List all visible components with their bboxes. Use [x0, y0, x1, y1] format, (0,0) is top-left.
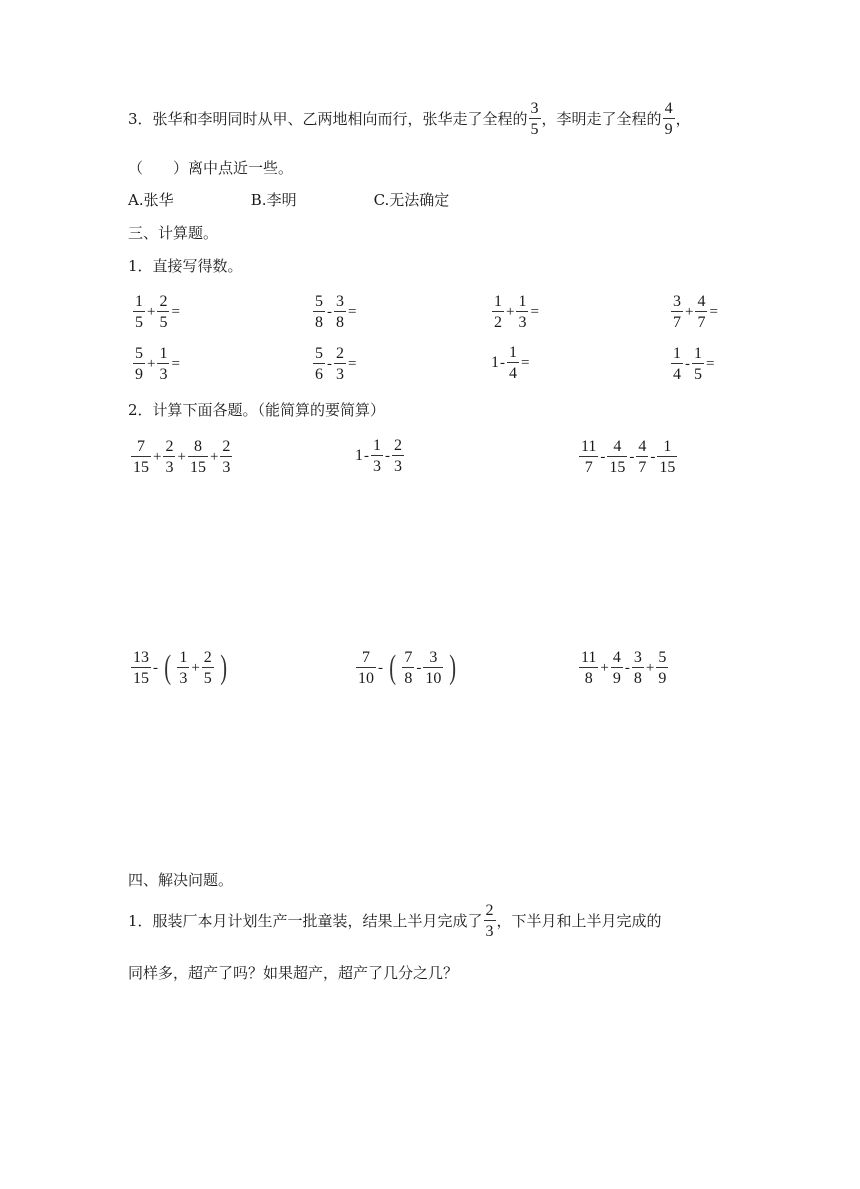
- operator: +: [685, 303, 694, 320]
- fraction: [133, 345, 145, 383]
- denominator: 3: [165, 459, 174, 476]
- fraction: [657, 438, 677, 476]
- direct-answer-item: [670, 344, 715, 383]
- fraction: [579, 649, 598, 687]
- math-expression: [578, 649, 669, 687]
- calculation-item: [578, 648, 669, 687]
- denominator: 3: [518, 314, 527, 331]
- denominator: 5: [159, 314, 168, 331]
- math-expression: [312, 345, 357, 383]
- numerator: 2: [336, 345, 344, 362]
- option-c: C.无法确定: [373, 191, 450, 209]
- operator: +: [191, 659, 200, 676]
- numerator: 4: [638, 438, 647, 455]
- math-expression: [670, 345, 715, 383]
- denominator: 4: [673, 366, 681, 383]
- calculation-item: [578, 437, 678, 476]
- numerator: 7: [362, 649, 370, 666]
- direct-answer-item: [132, 344, 181, 383]
- numerator: 1: [518, 293, 527, 310]
- numerator: 1: [179, 649, 188, 666]
- fraction: [131, 649, 151, 687]
- numerator: 1: [494, 293, 502, 310]
- denominator: 15: [609, 459, 626, 476]
- whole-number: 1: [491, 354, 499, 371]
- parenthesis: (: [389, 649, 397, 686]
- fraction: [356, 649, 376, 687]
- calculation-item: [130, 648, 232, 687]
- fraction: [188, 438, 208, 476]
- problem-1-line-1: [128, 902, 662, 940]
- fraction: [636, 438, 648, 476]
- math-expression: [491, 293, 540, 331]
- math-expression: [312, 293, 357, 331]
- fraction: [579, 438, 598, 476]
- operator: -: [327, 355, 332, 372]
- denominator: 15: [133, 670, 149, 687]
- fraction: [656, 649, 668, 687]
- fraction: [220, 438, 232, 476]
- math-expression: [355, 437, 405, 475]
- numerator: 2: [203, 649, 212, 666]
- operator: =: [706, 355, 715, 372]
- fraction: [157, 345, 169, 383]
- operator: +: [147, 303, 156, 320]
- fraction: [607, 438, 627, 476]
- denominator: 9: [664, 121, 673, 138]
- numerator: 4: [612, 649, 621, 666]
- numerator: 5: [315, 345, 323, 362]
- operator: =: [171, 355, 180, 372]
- question-3-options: [128, 190, 449, 210]
- fraction: [671, 345, 683, 383]
- numerator: 8: [193, 438, 202, 455]
- numerator: 5: [315, 293, 323, 310]
- operator: -: [650, 448, 656, 465]
- operator: =: [348, 355, 357, 372]
- math-expression: [578, 438, 678, 476]
- numerator: 13: [133, 649, 149, 666]
- denominator: 3: [394, 458, 402, 475]
- problem-1-text-suffix: ，下半月和上半月完成的: [496, 912, 662, 930]
- denominator: 7: [697, 314, 706, 331]
- fraction: [157, 293, 169, 331]
- operator: -: [153, 659, 158, 676]
- denominator: 6: [315, 366, 323, 383]
- math-expression: [491, 344, 530, 382]
- fraction: [334, 345, 346, 383]
- numerator: 1: [159, 345, 168, 362]
- operator: -: [327, 303, 332, 320]
- denominator: 2: [494, 314, 502, 331]
- question-3-line-2: （ ）离中点近一些。: [128, 159, 294, 177]
- fraction: [313, 345, 325, 383]
- numerator: 7: [404, 649, 413, 666]
- denominator: 10: [358, 670, 374, 687]
- fraction: [371, 437, 383, 475]
- calculation-item: [355, 437, 405, 475]
- calculation-item: [130, 437, 233, 476]
- numerator: 4: [613, 438, 622, 455]
- operator: +: [209, 448, 219, 465]
- direct-answer-item: [491, 344, 530, 382]
- operator: -: [416, 659, 422, 676]
- denominator: 5: [135, 314, 143, 331]
- operator: =: [348, 303, 357, 320]
- numerator: 2: [485, 902, 494, 919]
- math-expression: [670, 293, 719, 331]
- numerator: 4: [697, 293, 706, 310]
- question-3-text-prefix: 3．张华和李明同时从甲、乙两地相向而行，张华走了全程的: [128, 110, 528, 128]
- numerator: 1: [135, 293, 143, 310]
- fraction: [632, 649, 644, 687]
- numerator: 3: [336, 293, 344, 310]
- operator: =: [171, 303, 180, 320]
- operator: =: [530, 303, 539, 320]
- denominator: 5: [694, 366, 702, 383]
- numerator: 3: [673, 293, 681, 310]
- direct-answer-item: [491, 292, 540, 331]
- numerator: 7: [137, 438, 145, 455]
- fraction: [313, 293, 325, 331]
- denominator: 3: [485, 923, 494, 940]
- denominator: 3: [336, 366, 344, 383]
- numerator: 1: [663, 438, 672, 455]
- option-b: B.李明: [250, 191, 297, 209]
- numerator: 2: [394, 437, 402, 454]
- fraction: [163, 438, 175, 476]
- fraction: [484, 902, 496, 940]
- fraction: [611, 649, 623, 687]
- numerator: 1: [373, 437, 381, 454]
- math-expression: [130, 438, 233, 476]
- denominator: 3: [222, 459, 231, 476]
- fraction: [671, 293, 683, 331]
- numerator: 2: [222, 438, 231, 455]
- numerator: 2: [165, 438, 174, 455]
- denominator: 3: [179, 670, 188, 687]
- fraction: [695, 293, 707, 331]
- section-4-title: 四、解决问题。: [128, 871, 234, 889]
- operator: -: [378, 659, 383, 676]
- numerator: 11: [581, 649, 597, 666]
- operator: +: [153, 448, 162, 465]
- fraction: [423, 649, 443, 687]
- denominator: 15: [659, 459, 676, 476]
- part-1-title: 1．直接写得数。: [128, 257, 243, 275]
- operator: +: [147, 355, 156, 372]
- denominator: 8: [633, 670, 642, 687]
- denominator: 9: [658, 670, 667, 687]
- numerator: 3: [530, 100, 539, 117]
- numerator: 3: [429, 649, 438, 666]
- denominator: 8: [404, 670, 413, 687]
- denominator: 7: [673, 314, 681, 331]
- fraction: [516, 293, 528, 331]
- denominator: 9: [612, 670, 621, 687]
- fraction: [202, 649, 214, 687]
- math-expression: [355, 649, 462, 687]
- fraction: [402, 649, 414, 687]
- numerator: 1: [694, 345, 702, 362]
- fraction: [392, 437, 404, 475]
- denominator: 8: [315, 314, 323, 331]
- operator: +: [645, 659, 655, 676]
- denominator: 3: [159, 366, 168, 383]
- fraction: [663, 100, 675, 138]
- operator: -: [685, 355, 690, 372]
- direct-answer-item: [312, 344, 357, 383]
- section-3-title: 三、计算题。: [128, 224, 219, 242]
- direct-answer-item: [132, 292, 181, 331]
- question-3-text-middle: ，李明走了全程的: [541, 110, 662, 128]
- whole-number: 1: [355, 447, 363, 464]
- operator: -: [364, 447, 369, 464]
- denominator: 3: [373, 458, 381, 475]
- denominator: 8: [584, 670, 593, 687]
- numerator: 5: [135, 345, 143, 362]
- part-2-title: 2．计算下面各题。（能简算的要简算）: [128, 401, 386, 419]
- denominator: 5: [530, 121, 539, 138]
- operator: -: [500, 354, 505, 371]
- denominator: 4: [509, 365, 517, 382]
- denominator: 5: [203, 670, 212, 687]
- denominator: 15: [189, 459, 206, 476]
- fraction: [177, 649, 189, 687]
- fraction: [131, 438, 151, 476]
- numerator: 4: [664, 100, 673, 117]
- fraction: [529, 100, 541, 138]
- denominator: 15: [133, 459, 149, 476]
- problem-1-text-prefix: 1．服装厂本月计划生产一批童装，结果上半月完成了: [128, 912, 483, 930]
- numerator: 2: [159, 293, 168, 310]
- math-expression: [132, 345, 181, 383]
- denominator: 7: [584, 459, 593, 476]
- fraction: [492, 293, 504, 331]
- parenthesis: ): [449, 649, 457, 686]
- parenthesis: (: [164, 649, 172, 686]
- operator: +: [177, 448, 186, 465]
- numerator: 1: [673, 345, 681, 362]
- fraction: [334, 293, 346, 331]
- numerator: 11: [581, 438, 597, 455]
- math-expression: [132, 293, 181, 331]
- option-a: A.张华: [128, 191, 174, 209]
- math-expression: [130, 649, 232, 687]
- direct-answer-item: [312, 292, 357, 331]
- denominator: 8: [336, 314, 344, 331]
- question-3-line-1: [128, 100, 691, 138]
- operator: -: [624, 659, 630, 676]
- denominator: 9: [135, 366, 143, 383]
- fraction: [692, 345, 704, 383]
- operator: -: [385, 447, 390, 464]
- parenthesis: ): [220, 649, 227, 686]
- operator: =: [709, 303, 718, 320]
- denominator: 10: [425, 670, 442, 687]
- denominator: 7: [638, 459, 647, 476]
- numerator: 3: [633, 649, 642, 666]
- problem-1-line-2: 同样多，超产了吗？如果超产，超产了几分之几？: [128, 964, 459, 982]
- direct-answer-item: [670, 292, 719, 331]
- question-3-text-suffix: ，: [675, 110, 691, 128]
- operator: +: [506, 303, 515, 320]
- operator: +: [600, 659, 609, 676]
- numerator: 5: [658, 649, 667, 666]
- calculation-item: [355, 648, 462, 687]
- operator: =: [521, 354, 530, 371]
- operator: -: [629, 448, 635, 465]
- fraction: [133, 293, 145, 331]
- numerator: 1: [509, 344, 517, 361]
- fraction: [507, 344, 519, 382]
- operator: -: [600, 448, 606, 465]
